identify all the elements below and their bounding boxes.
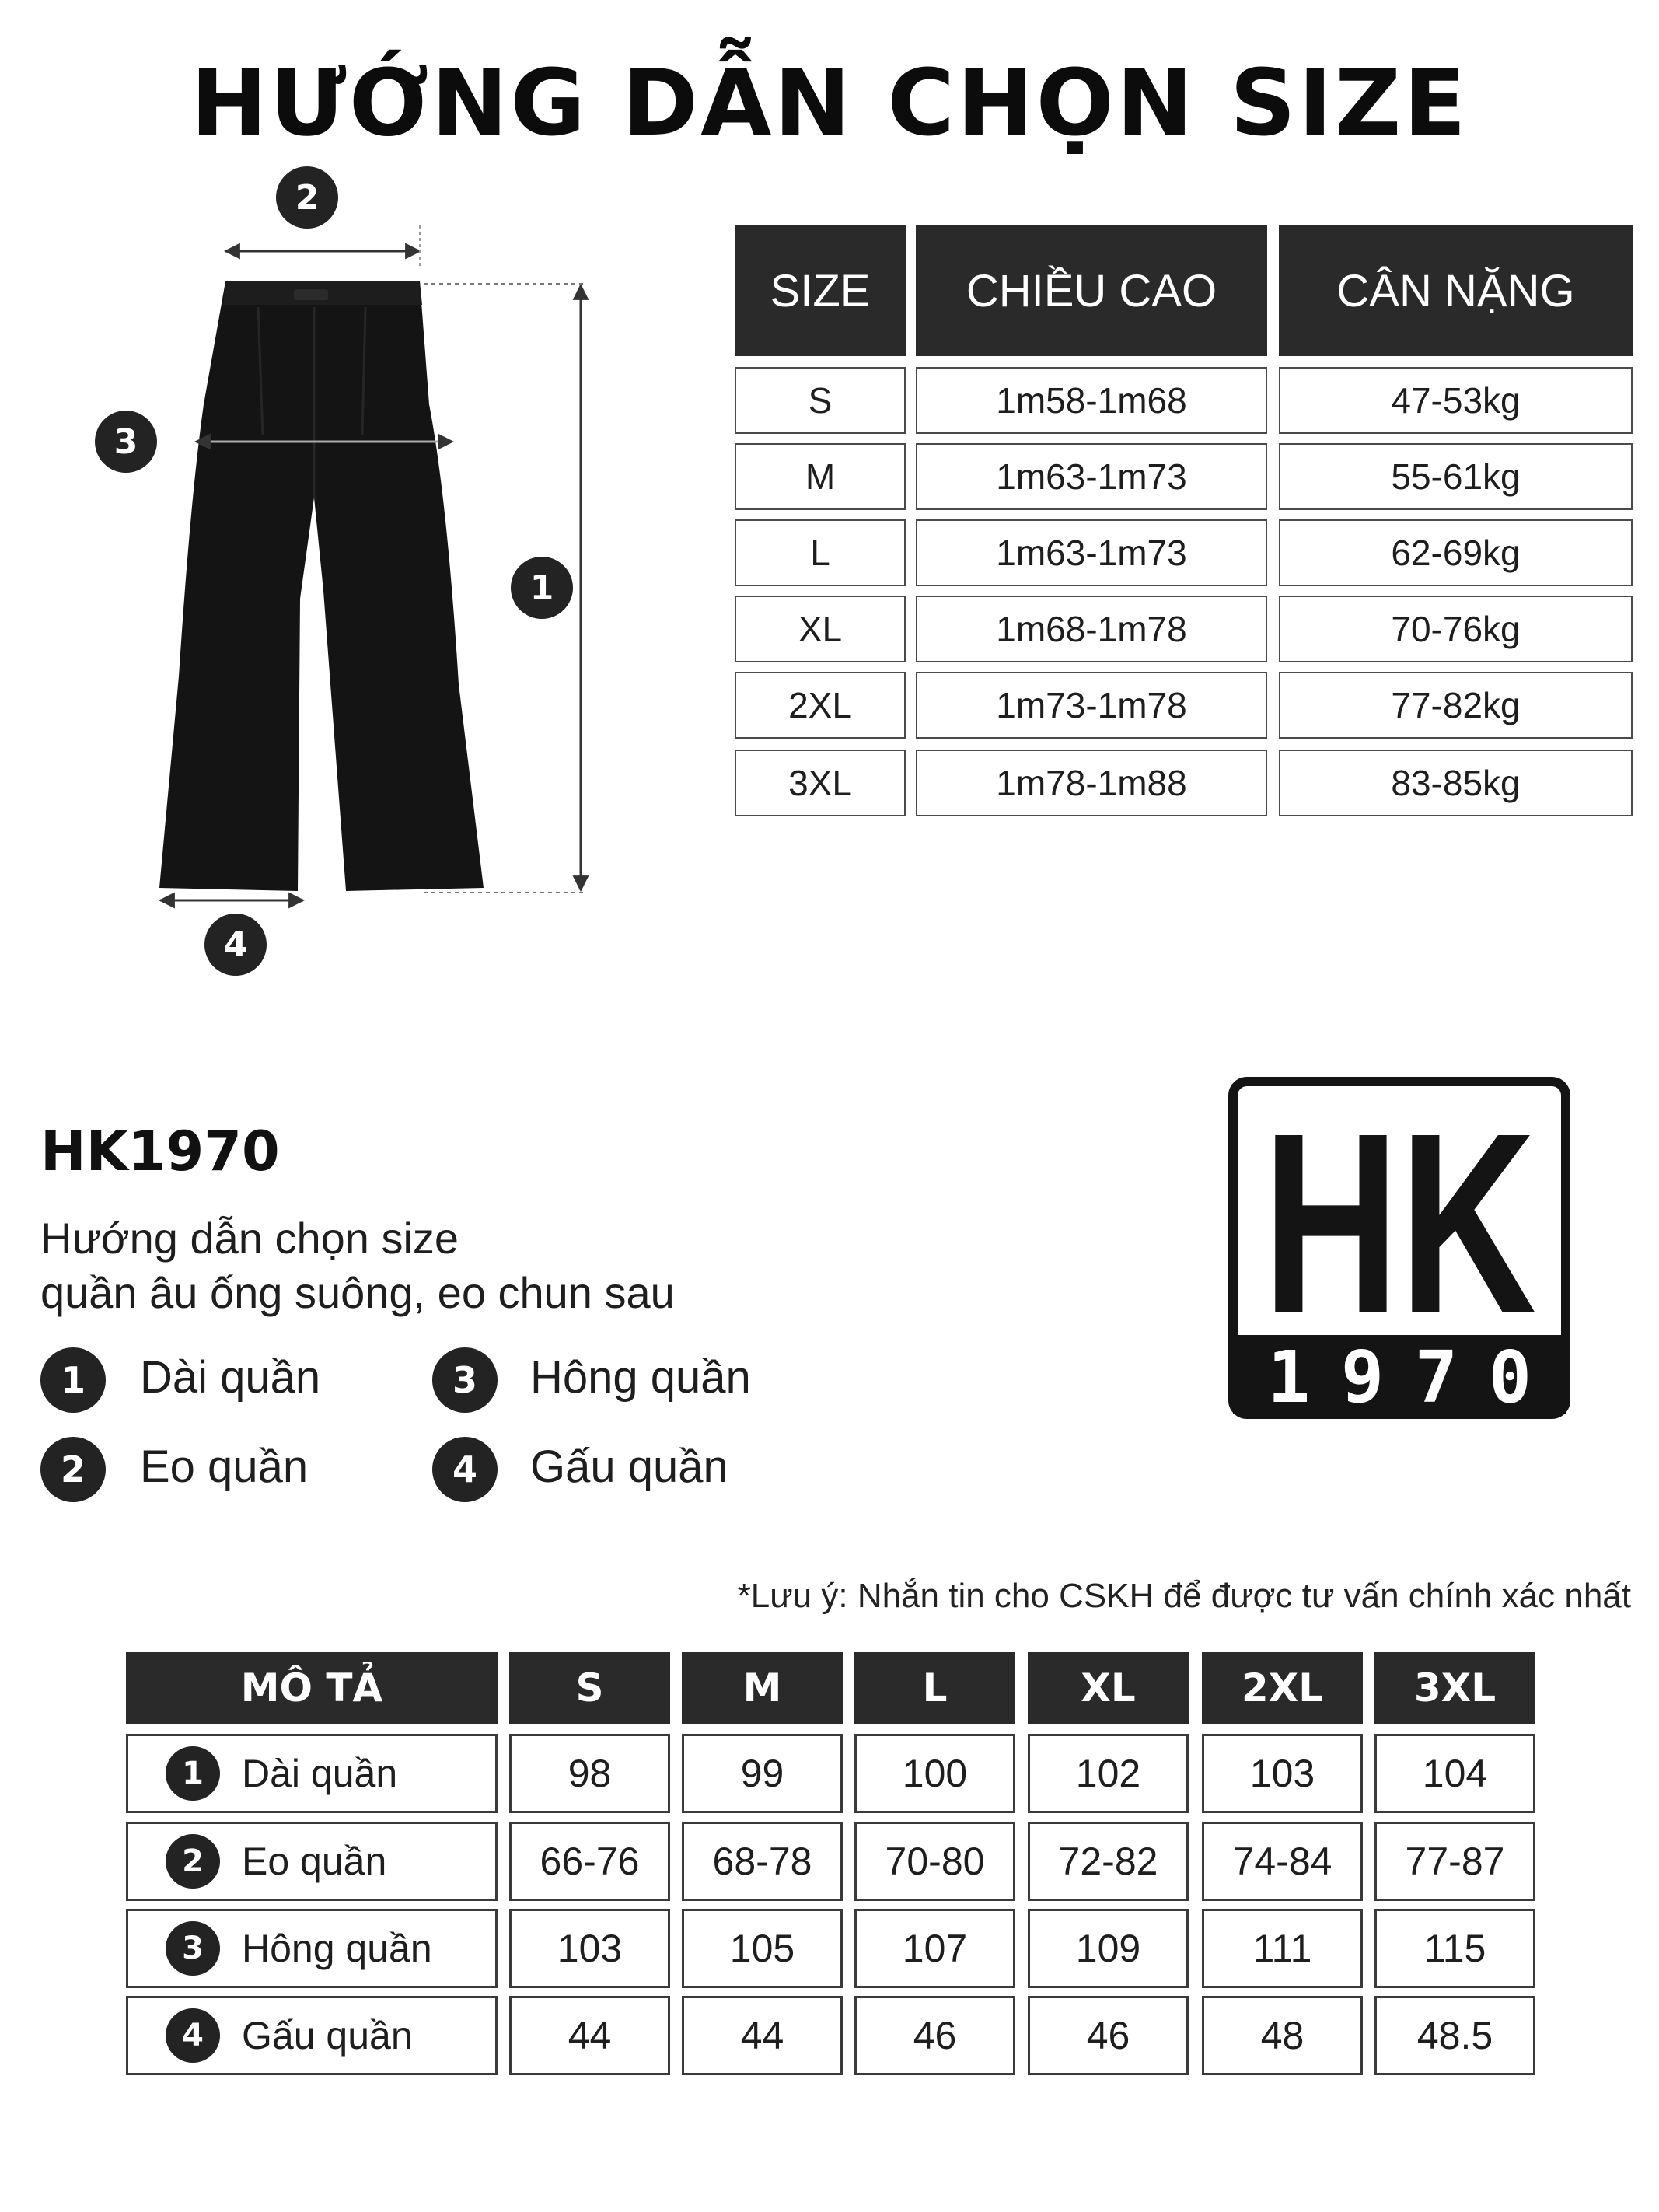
measure-cell: 100 [854, 1734, 1015, 1813]
measure-cell: 109 [1028, 1909, 1189, 1988]
size-table-cell: 1m73-1m78 [916, 672, 1267, 739]
row-badge: 3 [166, 1921, 220, 1976]
legend-badge-3: 3 [432, 1347, 498, 1413]
size-table-cell: L [735, 519, 906, 586]
size-table-cell: 1m68-1m78 [916, 596, 1267, 662]
measure-table-header-desc: MÔ TẢ [126, 1652, 498, 1724]
row-label-text: Eo quần [242, 1840, 387, 1883]
measure-cell: 115 [1374, 1909, 1535, 1988]
size-table-cell: 62-69kg [1279, 519, 1633, 586]
description-line-1: Hướng dẫn chọn size [40, 1214, 459, 1263]
legend-label-hem: Gấu quần [530, 1441, 728, 1492]
row-badge: 2 [166, 1834, 220, 1889]
measure-table-header-size: 2XL [1202, 1652, 1363, 1724]
measure-cell: 105 [682, 1909, 843, 1988]
legend-label-length: Dài quần [140, 1352, 321, 1403]
size-table-cell: 70-76kg [1279, 596, 1633, 662]
measure-row-label [126, 1996, 498, 2075]
size-table-cell: 1m78-1m88 [916, 750, 1267, 816]
row-badge: 1 [166, 1746, 220, 1801]
logo-year: 1970 [1267, 1336, 1532, 1419]
measure-cell: 46 [854, 1996, 1015, 2075]
measure-cell: 44 [682, 1996, 843, 2075]
measure-cell: 107 [854, 1909, 1015, 1988]
size-table-cell: 1m63-1m73 [916, 443, 1267, 510]
measure-table-header-size: S [509, 1652, 670, 1724]
marker-badge-2: 2 [276, 166, 338, 229]
legend-badge-4: 4 [432, 1437, 498, 1502]
row-badge: 4 [166, 2008, 220, 2063]
measure-cell: 74-84 [1202, 1822, 1363, 1901]
measure-table-header-size: XL [1028, 1652, 1189, 1724]
size-table-cell: XL [735, 596, 906, 662]
marker-badge-3: 3 [95, 411, 157, 473]
trousers-silhouette [159, 281, 484, 891]
logo-letters: HK [1263, 1079, 1536, 1366]
measure-table-header-size: M [682, 1652, 843, 1724]
page-title: HƯỚNG DẪN CHỌN SIZE [190, 49, 1469, 156]
legend-badge-2: 2 [40, 1437, 106, 1502]
measure-cell: 68-78 [682, 1822, 843, 1901]
consult-note: *Lưu ý: Nhắn tin cho CSKH để được tư vấn chính xác nhất [737, 1577, 1631, 1615]
size-table-header-height: CHIỀU CAO [916, 225, 1267, 356]
measure-cell: 48 [1202, 1996, 1363, 2075]
measure-cell: 104 [1374, 1734, 1535, 1813]
measure-row-label [126, 1822, 498, 1901]
row-label-text: Gấu quần [242, 2014, 413, 2057]
measure-cell: 72-82 [1028, 1822, 1189, 1901]
size-table-cell: 2XL [735, 672, 906, 739]
brand-logo [1228, 1077, 1570, 1419]
measure-cell: 102 [1028, 1734, 1189, 1813]
measure-cell: 44 [509, 1996, 670, 2075]
size-table-header-size: SIZE [735, 225, 906, 356]
measure-table-header-size: L [854, 1652, 1015, 1724]
legend-badge-1: 1 [40, 1347, 106, 1413]
marker-badge-4: 4 [204, 914, 267, 976]
measure-cell: 46 [1028, 1996, 1189, 2075]
row-label-text: Dài quần [242, 1752, 398, 1795]
measure-cell: 111 [1202, 1909, 1363, 1988]
size-table-cell: S [735, 367, 906, 434]
size-table-cell: 1m63-1m73 [916, 519, 1267, 586]
legend-label-waist: Eo quần [140, 1441, 309, 1492]
measure-cell: 103 [509, 1909, 670, 1988]
size-table-cell: 77-82kg [1279, 672, 1633, 739]
measure-cell: 99 [682, 1734, 843, 1813]
brand-code: HK1970 [40, 1120, 280, 1183]
marker-badge-1: 1 [511, 557, 573, 619]
size-table-cell: 55-61kg [1279, 443, 1633, 510]
measure-cell: 103 [1202, 1734, 1363, 1813]
measure-cell: 66-76 [509, 1822, 670, 1901]
measure-cell: 77-87 [1374, 1822, 1535, 1901]
measure-row-label [126, 1909, 498, 1988]
size-table-cell: 83-85kg [1279, 750, 1633, 816]
size-table-cell: 3XL [735, 750, 906, 816]
measure-row-label [126, 1734, 498, 1813]
description-line-2: quần âu ống suông, eo chun sau [40, 1268, 675, 1317]
size-table-cell: 1m58-1m68 [916, 367, 1267, 434]
legend-label-hip: Hông quần [530, 1352, 751, 1403]
row-label-text: Hông quần [242, 1927, 432, 1970]
measure-cell: 70-80 [854, 1822, 1015, 1901]
size-table-cell: M [735, 443, 906, 510]
measure-cell: 98 [509, 1734, 670, 1813]
measure-table-header-size: 3XL [1374, 1652, 1535, 1724]
size-table-cell: 47-53kg [1279, 367, 1633, 434]
trousers-diagram [0, 0, 622, 1011]
size-table-header-weight: CÂN NẶNG [1279, 225, 1633, 356]
measure-cell: 48.5 [1374, 1996, 1535, 2075]
